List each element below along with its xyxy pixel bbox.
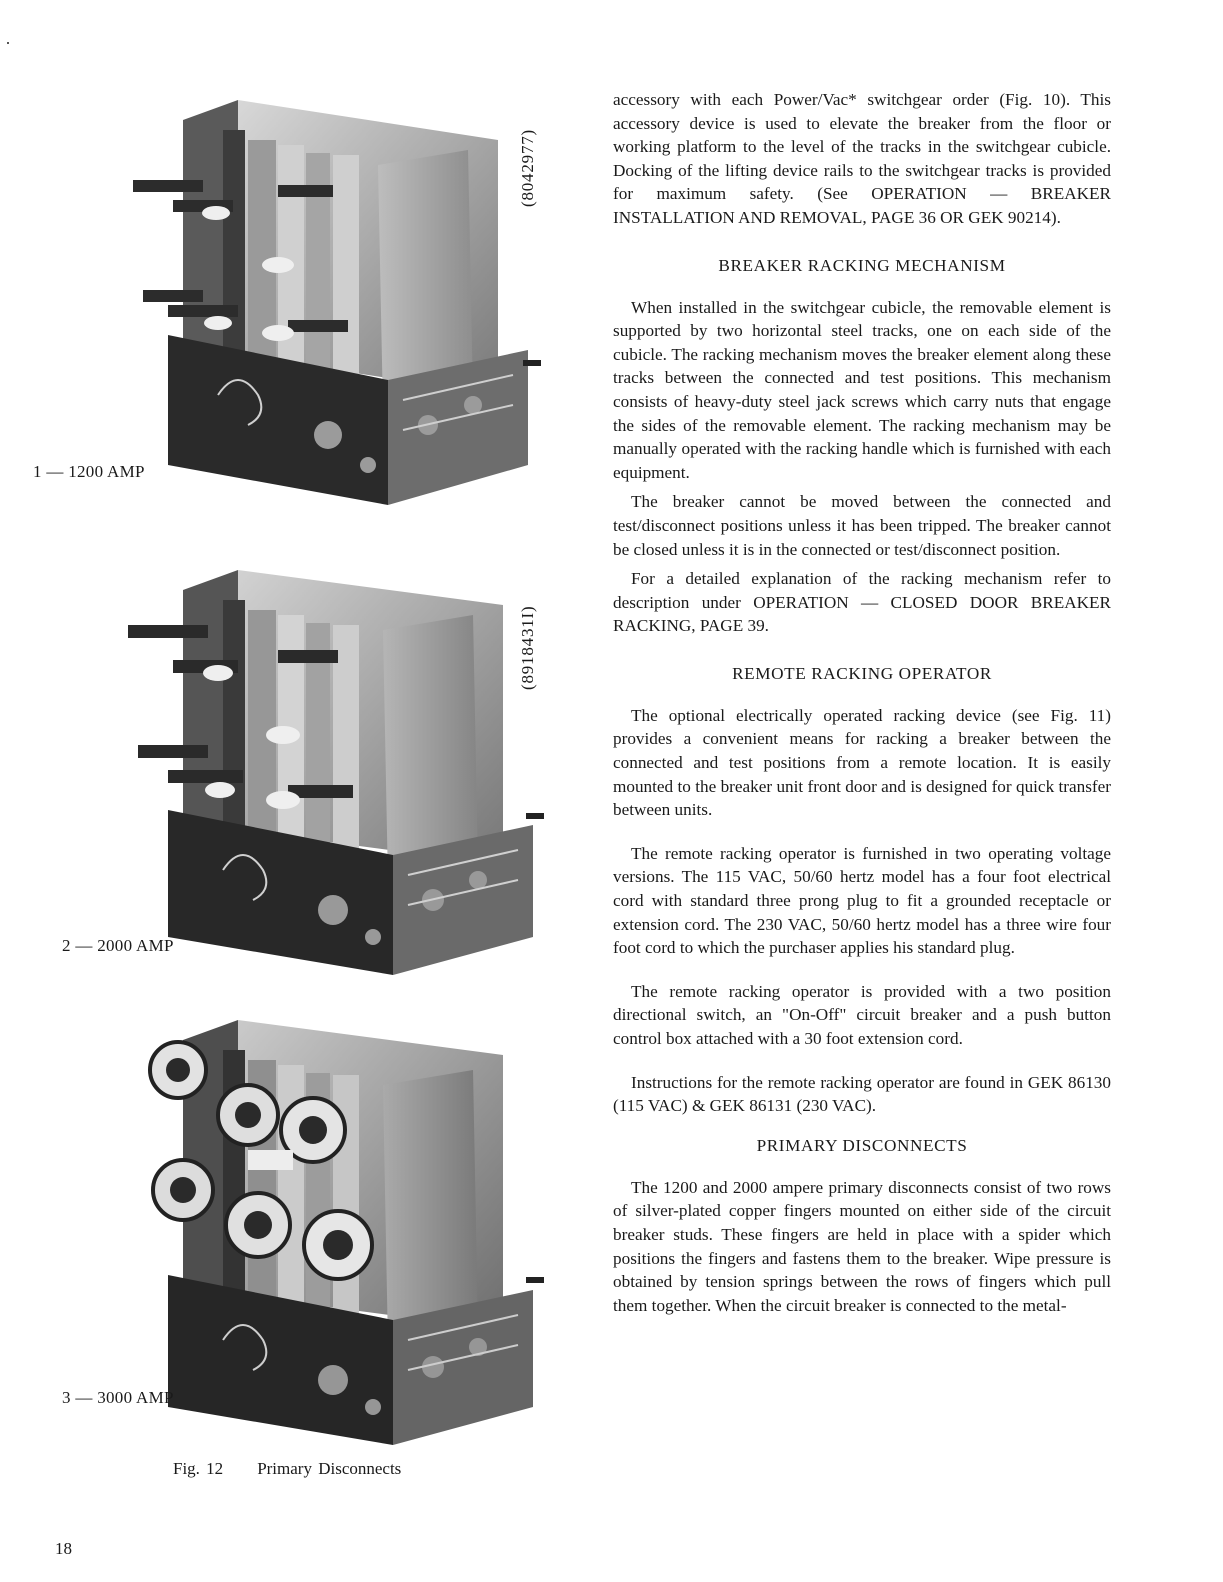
remote-paragraph-1: The optional electrically operated racking device (see Fig. 11) provides a convenient means for racking a breaker between the connected and test positions from a remote location. It is easily mounted to the breaker unit front door and is designed for quick transfer between units. [613, 705, 1111, 820]
breaker-photo-3000 [98, 1015, 548, 1445]
remote-paragraph-4: Instructions for the remote racking operator are found in GEK 86130 (115 VAC) & GEK 86131 (230 VAC). [613, 1072, 1111, 1116]
photo-3000-amp [98, 1015, 548, 1445]
racking-paragraph-3: For a detailed explanation of the racking mechanism refer to description under OPERATION — CLOSED DOOR BREAKER RACKING, PAGE 39. [613, 569, 1111, 636]
figure-caption-number: Fig. 12 [173, 1459, 224, 1478]
photo-code-2: (8918431I) [518, 605, 537, 690]
breaker-photo-2000 [128, 565, 548, 975]
remote-paragraph-2: The remote racking operator is furnished in two operating voltage versions. The 115 VAC, 50/60 hertz model has a four foot electrical cord with standard three prong plug to fit a grounded receptacle or extension cord. The 230 VAC, 50/60 hertz model has a three wire four foot cord to which the purchaser applies his standard plug. [613, 843, 1111, 958]
scan-speck [7, 42, 9, 44]
remote-paragraph-3: The remote racking operator is provided with a two position directional switch, an "On-Off" circuit breaker and a push button control box attached with a 30 foot extension cord. [613, 981, 1111, 1048]
heading-primary-disconnects: PRIMARY DISCONNECTS [756, 1135, 968, 1155]
photo-code-1: (8042977) [518, 128, 537, 207]
page-number: 18 [55, 1539, 72, 1558]
body-text-column [613, 88, 1111, 1317]
photo-1200-amp [128, 95, 548, 505]
figure-caption-title: Primary Disconnects [257, 1459, 402, 1478]
photo-label-3: 3 — 3000 AMP [62, 1388, 174, 1407]
figure-caption [173, 1459, 401, 1479]
heading-breaker-racking-mechanism: BREAKER RACKING MECHANISM [718, 255, 1006, 275]
heading-remote-racking-operator: REMOTE RACKING OPERATOR [732, 663, 992, 683]
racking-paragraph-2: The breaker cannot be moved between the connected and test/disconnect positions unless it has been tripped. The breaker cannot be closed unless it is in the connected or test/disconnect position. [613, 492, 1111, 559]
photo-label-2: 2 — 2000 AMP [62, 936, 174, 955]
photo-label-1: 1 — 1200 AMP [33, 462, 145, 481]
intro-paragraph: accessory with each Power/Vac* switchgear order (Fig. 10). This accessory device is used to elevate the breaker from the floor or working platform to the level of the tracks in the switchgear cubicle. Docking of the lifting device rails to the switchgear tracks is provided for maximum safety. (See OPERATION — BREAKER INSTALLATION AND REMOVAL, PAGE 36 OR GEK 90214). [613, 90, 1111, 227]
breaker-photo-1200 [128, 95, 548, 505]
racking-paragraph-1: When installed in the switchgear cubicle, the removable element is supported by two horizontal steel tracks, one on each side of the cubicle. The racking mechanism moves the breaker element along these tracks between the connected and test positions. This mechanism consists of heavy-duty steel jack screws which carry nuts that engage the sides of the removable element. The racking mechanism may be manually operated with the racking handle which is furnished with each equipment. [613, 297, 1111, 482]
figure-12 [33, 85, 560, 1495]
primary-paragraph-1: The 1200 and 2000 ampere primary disconnects consist of two rows of silver-plated copper fingers mounted on either side of the circuit breaker studs. These fingers are held in place with a spider which positions the fingers and fastens them to the breaker. Wipe pressure is obtained by tension springs between the rows of fingers which pull them together. When the circuit breaker is connected to the metal- [613, 1177, 1111, 1315]
photo-2000-amp [128, 565, 548, 975]
